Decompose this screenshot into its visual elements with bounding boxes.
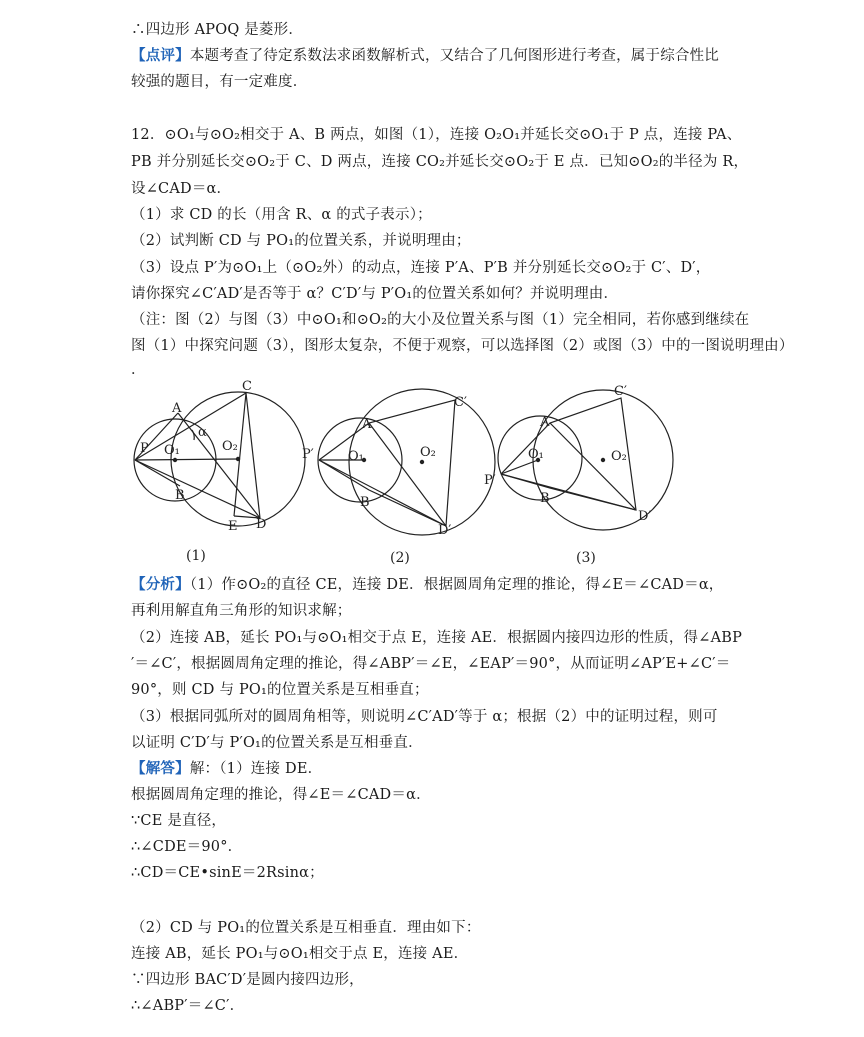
comment-text: 本题考查了待定系数法求函数解析式，又结合了几何图形进行考查，属于综合性比 — [189, 48, 720, 64]
answer-line: ∴∠ABP′＝∠C′． — [131, 998, 245, 1014]
analysis-line: 以证明 C′D′与 P′O₁的位置关系是互相垂直． — [131, 735, 423, 751]
answer-line: ∴CD＝CE•sinE＝2Rsinα； — [131, 865, 324, 881]
fig2-label: P′ — [302, 447, 314, 462]
fig1-label: O₁ — [164, 443, 180, 458]
fig3-label: O₂ — [611, 449, 627, 464]
fig3-label: B — [540, 491, 550, 506]
fig3-label: O₁ — [528, 447, 544, 462]
problem-note: 图（1）中探究问题（3），图形太复杂，不便于观察，可以选择图（2）或图（3）中的一图说明理由） — [131, 338, 794, 354]
analysis-text: （1）作⊙O₂的直径 CE，连接 DE．根据圆周角定理的推论，得∠E＝∠CAD＝α， — [189, 577, 724, 593]
problem-note: ． — [131, 362, 146, 378]
fig2-label: D′ — [438, 523, 452, 538]
answer-tag: 【解答】 — [131, 760, 190, 777]
analysis-line: （2）连接 AB，延长 PO₁与⊙O₁相交于点 E，连接 AE．根据圆内接四边形的性质，得∠ABP — [131, 630, 743, 646]
fig1-label: α — [198, 425, 207, 440]
problem-line: （3）设点 P′为⊙O₁上（⊙O₂外）的动点，连接 P′A、P′B 并分别延长交⊙O₂于 C′、D′， — [131, 260, 711, 276]
fig1-label: P — [140, 441, 149, 456]
fig-caption: (3) — [576, 550, 596, 566]
answer-line: 连接 AB，延长 PO₁与⊙O₁相交于点 E，连接 AE． — [131, 946, 469, 962]
fig1-lines — [135, 393, 260, 518]
analysis-line — [131, 575, 724, 595]
answer-line: （2）CD 与 PO₁的位置关系是互相垂直．理由如下： — [131, 920, 481, 936]
fig3-label: C′ — [614, 384, 627, 399]
text-line: ∴四边形 APOQ 是菱形． — [131, 22, 304, 38]
problem-line: 请你探究∠C′AD′是否等于 α？C′D′与 P′O₁的位置关系如何？并说明理由． — [131, 286, 619, 302]
fig1-label: C — [242, 379, 252, 394]
fig1-label: E — [228, 519, 238, 534]
problem-line: PB 并分别延长交⊙O₂于 C、D 两点，连接 CO₂并延长交⊙O₂于 E 点．已知⊙O₂的半径为 R， — [131, 154, 749, 170]
problem-note: （注：图（2）与图（3）中⊙O₁和⊙O₂的大小及位置关系与图（1）完全相同，若你感到继续在 — [131, 312, 750, 328]
fig1-label: A — [172, 401, 182, 416]
fig2-label: B — [360, 495, 370, 510]
fig3-label: D′ — [638, 509, 652, 524]
fig1-label: D — [256, 517, 267, 532]
answer-line: 根据圆周角定理的推论，得∠E＝∠CAD＝α． — [131, 787, 431, 803]
analysis-line: （3）根据同弧所对的圆周角相等，则说明∠C′AD′等于 α；根据（2）中的证明过程，则可 — [131, 709, 718, 725]
fig2-label: O₁ — [348, 449, 364, 464]
answer-line: ∵CE 是直径， — [131, 813, 227, 829]
problem-line: 设∠CAD＝α． — [131, 181, 232, 197]
analysis-line: 再利用解直角三角形的知识求解； — [131, 603, 352, 619]
fig2-label: C′ — [454, 395, 467, 410]
problem-line: 12．⊙O₁与⊙O₂相交于 A、B 两点，如图（1），连接 O₂O₁并延长交⊙O₁于 P 点，连接 PA、 — [131, 127, 742, 143]
text-line: 较强的题目，有一定难度． — [131, 74, 308, 90]
answer-line — [131, 759, 322, 779]
fig3-label: P′ — [484, 473, 496, 488]
fig1-label: O₂ — [222, 439, 238, 454]
circles-diagram — [128, 378, 688, 568]
comment-line — [131, 46, 719, 66]
answer-line: ∴∠CDE＝90°． — [131, 839, 243, 855]
fig1-label: B — [175, 488, 185, 503]
analysis-line: ′＝∠C′，根据圆周角定理的推论，得∠ABP′＝∠E，∠EAP′＝90°，从而证明∠AP′E+∠C′＝ — [131, 656, 731, 672]
comment-tag: 【点评】 — [131, 47, 190, 64]
fig-caption: (2) — [390, 550, 410, 566]
fig2-label: A — [362, 417, 372, 432]
geometry-figure — [128, 378, 688, 568]
fig-caption: (1) — [186, 548, 206, 564]
problem-line: （1）求 CD 的长（用含 R、α 的式子表示）； — [131, 207, 432, 223]
fig2-label: O₂ — [420, 445, 436, 460]
answer-text: 解：（1）连接 DE． — [189, 761, 323, 777]
fig2-lines — [319, 400, 455, 526]
analysis-line: 90°，则 CD 与 PO₁的位置关系是互相垂直； — [131, 682, 429, 698]
fig3-label: A — [540, 415, 550, 430]
answer-line: ∵四边形 BAC′D′是圆内接四边形， — [131, 972, 364, 988]
analysis-tag: 【分析】 — [131, 576, 190, 593]
problem-line: （2）试判断 CD 与 PO₁的位置关系，并说明理由； — [131, 233, 471, 249]
